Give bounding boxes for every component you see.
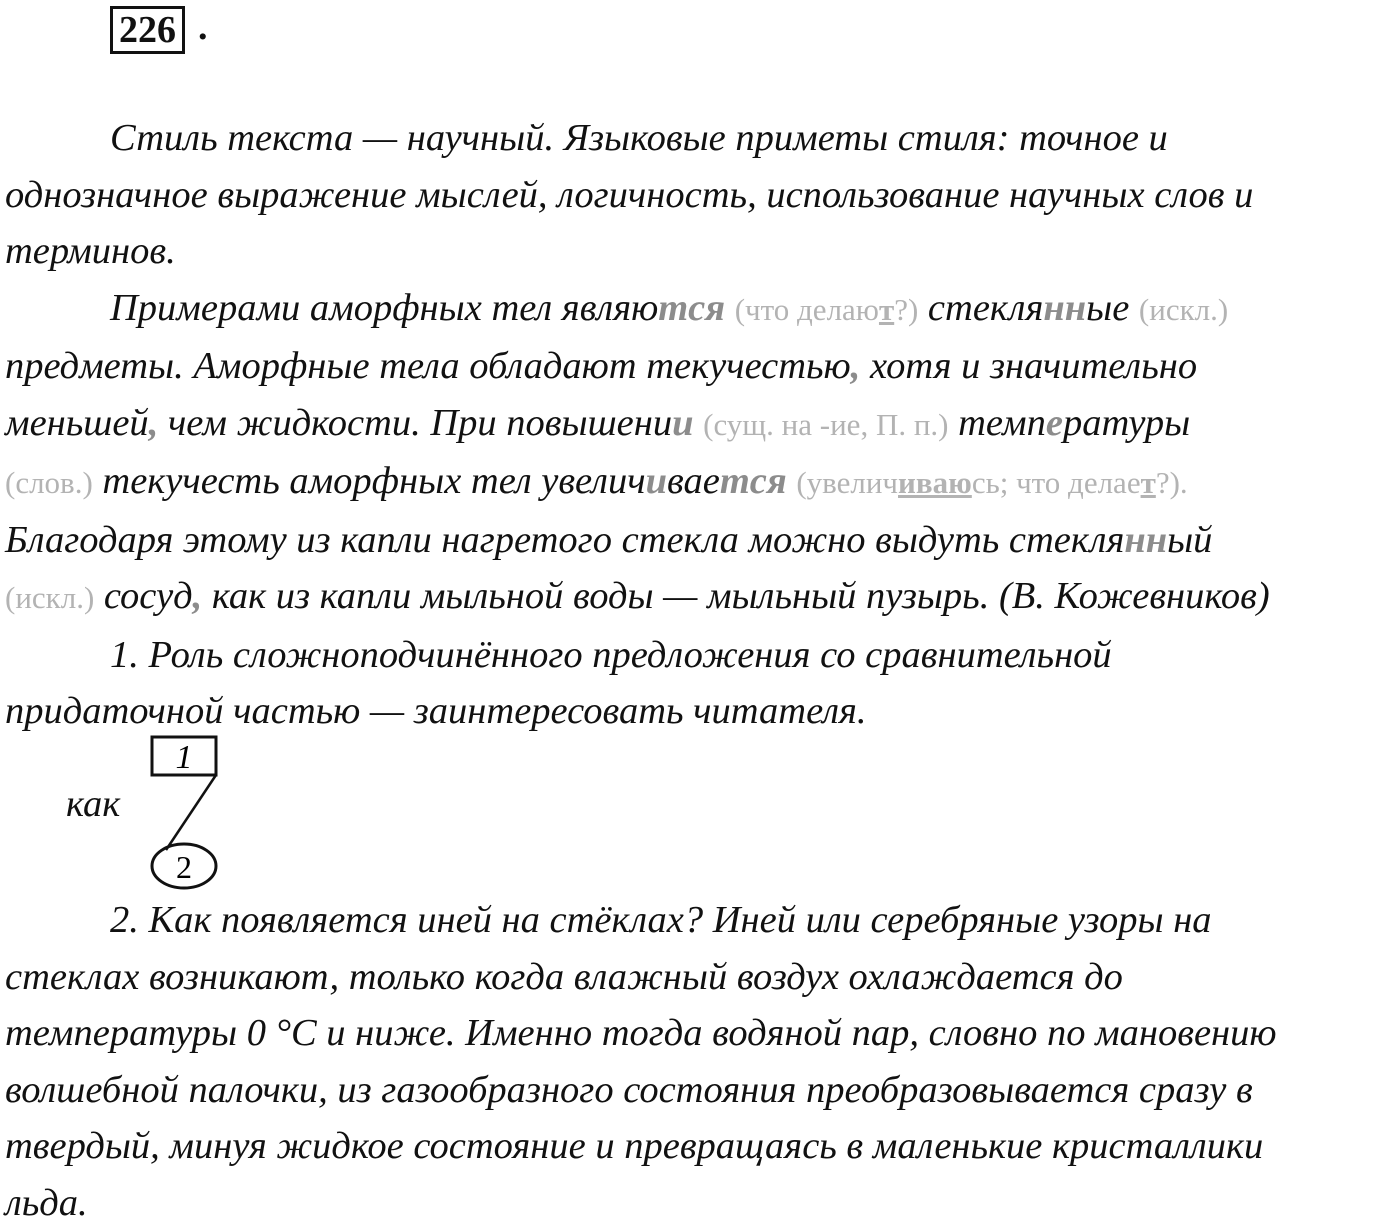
text-fragment: Благодаря этому из капли нагретого стекла можно выдуть стекля — [5, 519, 1124, 561]
text-line: придаточной частью — заинтересовать читателя. — [5, 683, 1400, 740]
text-fragment: темп — [958, 402, 1046, 444]
text-fragment: ые — [1086, 287, 1129, 329]
text-line: Стиль текста — научный. Языковые приметы стиля: точное и — [5, 110, 1400, 167]
text-line: волшебной палочки, из газообразного состояния преобразовывается сразу в — [5, 1062, 1400, 1119]
text-line — [5, 280, 1400, 339]
punctuation-highlight: , — [193, 575, 203, 617]
text-line: температуры 0 °С и ниже. Именно тогда водяной пар, словно по мановению — [5, 1005, 1400, 1062]
text-line — [5, 568, 1400, 627]
grammar-note — [796, 465, 1187, 500]
note-fragment: (увелич — [796, 465, 898, 500]
task-number-dot: . — [198, 6, 208, 48]
punctuation-highlight: , — [851, 345, 861, 387]
text-line — [5, 453, 1400, 512]
text-line: однозначное выражение мыслей, логичность, использование научных слов и — [5, 167, 1400, 224]
note-fragment: ?). — [1156, 465, 1188, 500]
point-1 — [5, 627, 1400, 740]
text-line: стеклах возникают, только когда влажный воздух охлаждается до — [5, 949, 1400, 1006]
spelling-highlight: е — [1046, 402, 1063, 444]
spelling-highlight: тся — [720, 460, 787, 502]
paragraph-style — [5, 110, 1400, 280]
text-fragment: сосуд — [104, 575, 193, 617]
text-line: твердый, минуя жидкое состояние и превращаясь в маленькие кристаллики — [5, 1118, 1400, 1175]
note-fragment: сь; что делае — [972, 465, 1141, 500]
text-line: 2. Как появляется иней на стёклах? Иней или серебряные узоры на — [5, 892, 1400, 949]
text-fragment: Примерами аморфных тел являю — [110, 287, 658, 329]
text-fragment: как из капли мыльной воды — мыльный пузырь. (В. Кожевников) — [212, 575, 1270, 617]
note-underline: т — [879, 292, 894, 327]
grammar-note — [735, 292, 919, 327]
text-line: льда. — [5, 1175, 1400, 1231]
task-number: 226 — [110, 6, 185, 54]
grammar-note: (искл.) — [5, 580, 94, 615]
conjunction-label: как — [66, 782, 120, 826]
grammar-note: (сущ. на -ие, П. п.) — [703, 407, 948, 442]
spelling-highlight: и — [672, 402, 693, 444]
grammar-note: (искл.) — [1139, 292, 1228, 327]
text-fragment: текучесть аморфных тел увелич — [102, 460, 645, 502]
note-underline: иваю — [898, 465, 972, 500]
text-fragment: чем жидкости. При повышени — [168, 402, 672, 444]
text-fragment: хотя и значительно — [870, 345, 1197, 387]
grammar-note: (слов.) — [5, 465, 93, 500]
text-line — [5, 512, 1400, 569]
subordinate-clause-label: 2 — [176, 849, 192, 885]
main-text — [5, 110, 1400, 740]
text-fragment: предметы. Аморфные тела обладают текучестью — [5, 345, 851, 387]
spelling-highlight: и — [646, 460, 667, 502]
text-fragment: ратуры — [1063, 402, 1190, 444]
spelling-highlight: тся — [658, 287, 725, 329]
paragraph-example — [5, 280, 1400, 627]
text-fragment: стекля — [928, 287, 1043, 329]
point-2 — [5, 892, 1400, 1231]
note-fragment: ?) — [894, 292, 918, 327]
text-line — [5, 395, 1400, 454]
sentence-scheme — [0, 730, 260, 900]
text-fragment: меньшей — [5, 402, 149, 444]
point-2-text — [5, 892, 1400, 1231]
spelling-highlight: нн — [1124, 519, 1167, 561]
text-line: терминов. — [5, 223, 1400, 280]
spelling-highlight: нн — [1043, 287, 1086, 329]
text-fragment: ый — [1167, 519, 1212, 561]
punctuation-highlight: , — [149, 402, 159, 444]
note-underline: т — [1141, 465, 1156, 500]
text-line — [5, 338, 1400, 395]
scheme-connector — [166, 775, 216, 850]
text-line: 1. Роль сложноподчинённого предложения со сравнительной — [5, 627, 1400, 684]
main-clause-label: 1 — [176, 739, 193, 776]
text-fragment: вае — [667, 460, 720, 502]
note-fragment: (что делаю — [735, 292, 879, 327]
